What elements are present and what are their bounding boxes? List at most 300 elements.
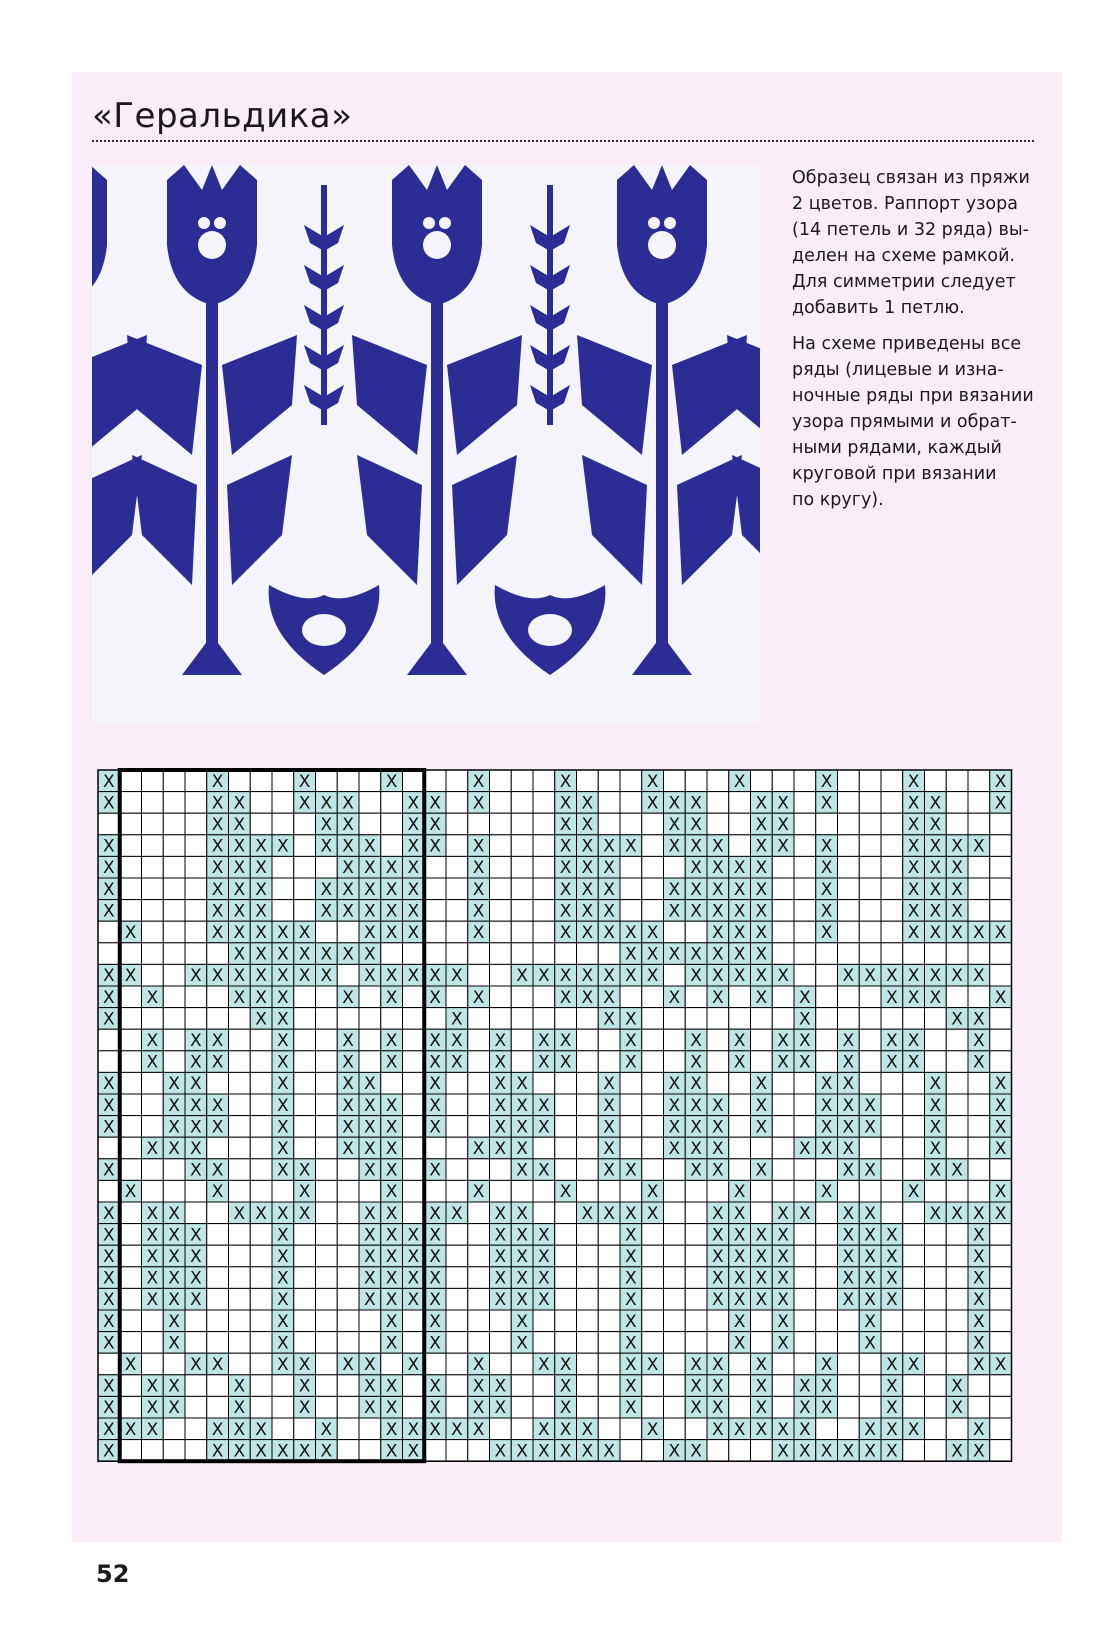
chart-cell <box>903 1267 925 1289</box>
chart-cell <box>751 770 773 792</box>
chart-symbol-x: X <box>146 1247 159 1267</box>
chart-symbol-x: X <box>233 815 246 835</box>
chart-cell <box>142 1310 164 1332</box>
chart-symbol-x: X <box>103 879 115 900</box>
chart-cell <box>685 1288 707 1310</box>
chart-symbol-x: X <box>581 793 594 814</box>
chart-cell <box>772 878 794 900</box>
chart-cell <box>838 921 860 943</box>
chart-cell <box>533 986 555 1008</box>
chart-cell <box>98 1180 120 1202</box>
chart-cell <box>468 1288 490 1310</box>
chart-cell <box>446 1288 468 1310</box>
chart-symbol-x: X <box>277 1009 289 1030</box>
chart-cell <box>207 1072 229 1094</box>
chart-symbol-x: X <box>886 1268 898 1289</box>
chart-cell <box>250 1332 272 1354</box>
chart-symbol-x: X <box>451 1052 463 1073</box>
chart-cell <box>272 1375 294 1397</box>
chart-cell <box>250 792 272 814</box>
chart-symbol-x: X <box>712 1376 724 1397</box>
chart-symbol-x: X <box>385 1139 398 1159</box>
chart-cell <box>685 1245 707 1267</box>
chart-cell <box>794 1245 816 1267</box>
chart-cell <box>555 1267 577 1289</box>
chart-cell <box>446 878 468 900</box>
chart-symbol-x: X <box>929 1203 942 1224</box>
tulip-head-spot <box>439 217 451 229</box>
chart-cell <box>925 1267 947 1289</box>
chart-cell <box>925 1396 947 1418</box>
chart-cell <box>337 1418 359 1440</box>
chart-cell <box>772 1180 794 1202</box>
chart-cell <box>511 835 533 857</box>
chart-symbol-x: X <box>951 901 963 922</box>
chart-symbol-x: X <box>755 1247 768 1267</box>
chart-cell <box>642 1310 664 1332</box>
chart-symbol-x: X <box>755 987 768 1008</box>
chart-cell <box>794 770 816 792</box>
chart-cell <box>120 1267 142 1289</box>
chart-cell <box>642 1029 664 1051</box>
chart-symbol-x: X <box>842 1117 855 1138</box>
chart-symbol-x: X <box>211 879 224 900</box>
chart-cell <box>533 856 555 878</box>
chart-cell <box>816 1267 838 1289</box>
chart-cell <box>794 900 816 922</box>
chart-symbol-x: X <box>864 1160 876 1181</box>
chart-symbol-x: X <box>429 1203 441 1224</box>
chart-symbol-x: X <box>820 1182 833 1203</box>
chart-symbol-x: X <box>255 987 267 1008</box>
chart-symbol-x: X <box>603 1441 615 1462</box>
chart-cell <box>685 1224 707 1246</box>
chart-symbol-x: X <box>755 1419 768 1440</box>
chart-cell <box>990 1375 1012 1397</box>
chart-cell <box>490 792 512 814</box>
chart-symbol-x: X <box>994 1182 1007 1203</box>
chart-cell <box>316 1008 338 1030</box>
chart-cell <box>250 813 272 835</box>
chart-symbol-x: X <box>559 858 572 879</box>
chart-symbol-x: X <box>646 1355 659 1375</box>
chart-cell <box>968 1180 990 1202</box>
chart-cell <box>207 1310 229 1332</box>
chart-cell <box>250 770 272 792</box>
chart-cell <box>337 1267 359 1289</box>
chart-symbol-x: X <box>407 1355 420 1375</box>
chart-symbol-x: X <box>929 1160 942 1181</box>
chart-symbol-x: X <box>277 987 289 1008</box>
chart-cell <box>903 1202 925 1224</box>
tulip-head-spot <box>214 217 226 229</box>
chart-cell <box>968 943 990 965</box>
chart-cell <box>838 878 860 900</box>
chart-symbol-x: X <box>712 923 724 943</box>
chart-cell <box>990 1029 1012 1051</box>
chart-cell <box>250 1137 272 1159</box>
chart-cell <box>337 770 359 792</box>
chart-cell <box>316 1029 338 1051</box>
chart-cell <box>577 1072 599 1094</box>
chart-cell <box>533 813 555 835</box>
chart-symbol-x: X <box>777 1247 789 1267</box>
chart-cell <box>229 1332 251 1354</box>
chart-symbol-x: X <box>255 879 267 900</box>
chart-symbol-x: X <box>733 1419 746 1440</box>
chart-cell <box>816 1224 838 1246</box>
chart-symbol-x: X <box>429 1031 441 1051</box>
chart-symbol-x: X <box>755 815 768 835</box>
chart-symbol-x: X <box>146 1268 159 1289</box>
chart-cell <box>163 1440 185 1462</box>
chart-symbol-x: X <box>777 1052 789 1073</box>
chart-cell <box>229 1180 251 1202</box>
chart-cell <box>337 1375 359 1397</box>
chart-symbol-x: X <box>842 1095 855 1116</box>
chart-symbol-x: X <box>603 1074 615 1095</box>
chart-cell <box>555 1116 577 1138</box>
chart-cell <box>185 1332 207 1354</box>
chart-cell <box>142 1072 164 1094</box>
chart-symbol-x: X <box>451 1203 463 1224</box>
chart-symbol-x: X <box>255 901 267 922</box>
chart-symbol-x: X <box>733 1268 746 1289</box>
chart-cell <box>185 1310 207 1332</box>
chart-cell <box>250 1029 272 1051</box>
chart-symbol-x: X <box>168 1376 180 1397</box>
chart-symbol-x: X <box>385 901 398 922</box>
chart-cell <box>381 1008 403 1030</box>
chart-symbol-x: X <box>211 1441 224 1462</box>
chart-symbol-x: X <box>190 1268 202 1289</box>
chart-symbol-x: X <box>255 944 267 965</box>
chart-symbol-x: X <box>103 1398 115 1419</box>
chart-cell <box>359 1180 381 1202</box>
chart-cell <box>424 856 446 878</box>
tulip-stem <box>206 300 218 660</box>
chart-cell <box>859 813 881 835</box>
chart-cell <box>120 1137 142 1159</box>
chart-symbol-x: X <box>842 1290 855 1311</box>
chart-cell <box>490 1310 512 1332</box>
chart-cell <box>229 1029 251 1051</box>
chart-cell <box>511 1008 533 1030</box>
chart-cell <box>120 1224 142 1246</box>
chart-symbol-x: X <box>320 815 333 835</box>
chart-symbol-x: X <box>712 1160 724 1181</box>
chart-cell <box>642 1375 664 1397</box>
chart-cell <box>925 1051 947 1073</box>
chart-cell <box>120 770 142 792</box>
chart-symbol-x: X <box>385 1398 398 1419</box>
description-paragraph-2: На схеме приведены все ряды (лицевые и изна- ночные ряды при вязании узора прямыми и обрат- ными рядами, каждый круговой при вязании по кругу). <box>792 334 1034 510</box>
chart-cell <box>903 1008 925 1030</box>
chart-cell <box>490 878 512 900</box>
chart-symbol-x: X <box>799 1052 811 1073</box>
chart-symbol-x: X <box>951 1160 963 1181</box>
chart-symbol-x: X <box>277 1268 289 1289</box>
chart-symbol-x: X <box>516 1333 528 1354</box>
chart-symbol-x: X <box>538 1247 550 1267</box>
chart-symbol-x: X <box>103 1160 115 1181</box>
chart-symbol-x: X <box>777 836 789 857</box>
chart-symbol-x: X <box>755 1376 768 1397</box>
chart-symbol-x: X <box>777 1203 789 1224</box>
chart-cell <box>490 1008 512 1030</box>
chart-symbol-x: X <box>233 987 246 1008</box>
chart-cell <box>403 1116 425 1138</box>
chart-symbol-x: X <box>429 1290 441 1311</box>
chart-symbol-x: X <box>472 879 485 900</box>
chart-symbol-x: X <box>103 1225 115 1246</box>
chart-cell <box>968 1375 990 1397</box>
chart-cell <box>359 1029 381 1051</box>
chart-cell <box>881 1332 903 1354</box>
chart-cell <box>772 1159 794 1181</box>
tulip-stem <box>656 300 668 660</box>
chart-cell <box>946 1418 968 1440</box>
chart-symbol-x: X <box>603 1117 615 1138</box>
chart-symbol-x: X <box>907 815 920 835</box>
chart-cell <box>990 964 1012 986</box>
chart-cell <box>424 1008 446 1030</box>
chart-symbol-x: X <box>581 966 594 987</box>
chart-symbol-x: X <box>277 1333 289 1354</box>
chart-symbol-x: X <box>364 1290 376 1311</box>
chart-cell <box>142 1008 164 1030</box>
chart-cell <box>533 900 555 922</box>
chart-symbol-x: X <box>951 1376 963 1397</box>
chart-cell <box>751 1051 773 1073</box>
chart-symbol-x: X <box>603 1160 615 1181</box>
chart-symbol-x: X <box>755 944 768 965</box>
chart-symbol-x: X <box>385 1182 398 1203</box>
chart-cell <box>294 878 316 900</box>
chart-cell <box>685 1332 707 1354</box>
chart-cell <box>424 1180 446 1202</box>
chart-symbol-x: X <box>124 1419 137 1440</box>
chart-symbol-x: X <box>103 1095 115 1116</box>
chart-cell <box>664 1396 686 1418</box>
chart-cell <box>337 1245 359 1267</box>
chart-cell <box>446 1094 468 1116</box>
chart-cell <box>229 1245 251 1267</box>
chart-cell <box>120 1310 142 1332</box>
chart-cell <box>163 1008 185 1030</box>
chart-cell <box>881 770 903 792</box>
chart-symbol-x: X <box>625 1268 637 1289</box>
chart-cell <box>424 1353 446 1375</box>
chart-symbol-x: X <box>168 1117 180 1138</box>
chart-symbol-x: X <box>516 1268 528 1289</box>
chart-symbol-x: X <box>842 1203 855 1224</box>
chart-cell <box>946 1094 968 1116</box>
chart-symbol-x: X <box>168 1398 180 1419</box>
chart-cell <box>968 1072 990 1094</box>
chart-cell <box>990 900 1012 922</box>
chart-symbol-x: X <box>690 1441 702 1462</box>
chart-symbol-x: X <box>733 858 746 879</box>
chart-symbol-x: X <box>277 1095 289 1116</box>
chart-cell <box>250 1267 272 1289</box>
chart-symbol-x: X <box>603 1009 615 1030</box>
chart-symbol-x: X <box>864 1419 876 1440</box>
chart-cell <box>794 856 816 878</box>
chart-symbol-x: X <box>233 944 246 965</box>
chart-cell <box>577 1332 599 1354</box>
chart-symbol-x: X <box>559 1355 572 1375</box>
page-title: «Геральдика» <box>92 96 353 136</box>
chart-symbol-x: X <box>777 1311 789 1332</box>
chart-cell <box>120 1288 142 1310</box>
chart-cell <box>903 1094 925 1116</box>
chart-symbol-x: X <box>820 923 833 943</box>
chart-cell <box>403 1094 425 1116</box>
chart-cell <box>881 943 903 965</box>
chart-cell <box>446 1440 468 1462</box>
chart-symbol-x: X <box>494 1441 507 1462</box>
chart-symbol-x: X <box>864 1225 876 1246</box>
chart-cell <box>990 1310 1012 1332</box>
chart-symbol-x: X <box>168 1225 180 1246</box>
chart-symbol-x: X <box>820 771 833 792</box>
chart-cell <box>881 792 903 814</box>
chart-cell <box>664 964 686 986</box>
chart-cell <box>229 1008 251 1030</box>
chart-cell <box>903 1288 925 1310</box>
chart-cell <box>294 1267 316 1289</box>
chart-cell <box>707 792 729 814</box>
chart-cell <box>185 856 207 878</box>
chart-symbol-x: X <box>712 1419 724 1440</box>
chart-cell <box>163 1180 185 1202</box>
chart-symbol-x: X <box>320 836 333 857</box>
chart-symbol-x: X <box>538 1290 550 1311</box>
chart-cell <box>859 792 881 814</box>
chart-cell <box>946 1072 968 1094</box>
chart-symbol-x: X <box>298 771 311 792</box>
chart-symbol-x: X <box>646 793 659 814</box>
chart-cell <box>620 813 642 835</box>
chart-symbol-x: X <box>146 1031 159 1051</box>
chart-symbol-x: X <box>864 1441 876 1462</box>
chart-cell <box>142 943 164 965</box>
chart-cell <box>533 1137 555 1159</box>
chart-cell <box>533 792 555 814</box>
chart-symbol-x: X <box>907 1031 920 1051</box>
chart-cell <box>946 1332 968 1354</box>
chart-symbol-x: X <box>842 1225 855 1246</box>
chart-symbol-x: X <box>559 771 572 792</box>
chart-symbol-x: X <box>516 1311 528 1332</box>
chart-cell <box>577 1116 599 1138</box>
chart-symbol-x: X <box>494 1117 507 1138</box>
chart-symbol-x: X <box>385 1441 398 1462</box>
chart-symbol-x: X <box>320 966 333 987</box>
chart-cell <box>707 770 729 792</box>
chart-symbol-x: X <box>886 1355 898 1375</box>
chart-symbol-x: X <box>429 1247 441 1267</box>
chart-cell <box>511 770 533 792</box>
chart-symbol-x: X <box>929 987 942 1008</box>
chart-symbol-x: X <box>233 1419 246 1440</box>
chart-cell <box>946 1137 968 1159</box>
chart-cell <box>142 1440 164 1462</box>
chart-symbol-x: X <box>690 1398 702 1419</box>
chart-symbol-x: X <box>973 1311 985 1332</box>
chart-cell <box>446 792 468 814</box>
chart-symbol-x: X <box>103 1441 115 1462</box>
chart-symbol-x: X <box>320 793 333 814</box>
chart-cell <box>859 986 881 1008</box>
chart-cell <box>250 1396 272 1418</box>
chart-cell <box>294 1288 316 1310</box>
chart-cell <box>685 1310 707 1332</box>
chart-cell <box>316 1159 338 1181</box>
chart-cell <box>925 1180 947 1202</box>
chart-cell <box>403 943 425 965</box>
chart-symbol-x: X <box>777 1031 789 1051</box>
chart-cell <box>207 1008 229 1030</box>
chart-cell <box>337 1440 359 1462</box>
chart-cell <box>403 1159 425 1181</box>
chart-symbol-x: X <box>733 1311 746 1332</box>
chart-cell <box>403 1375 425 1397</box>
chart-cell <box>794 1180 816 1202</box>
chart-cell <box>359 1418 381 1440</box>
chart-symbol-x: X <box>298 1376 311 1397</box>
chart-cell <box>316 1137 338 1159</box>
chart-cell <box>272 856 294 878</box>
chart-symbol-x: X <box>973 1203 985 1224</box>
chart-cell <box>664 1159 686 1181</box>
chart-symbol-x: X <box>581 879 594 900</box>
chart-symbol-x: X <box>255 1419 267 1440</box>
chart-cell <box>598 770 620 792</box>
chart-symbol-x: X <box>929 901 942 922</box>
chart-symbol-x: X <box>451 1031 463 1051</box>
chart-symbol-x: X <box>211 1117 224 1138</box>
chart-symbol-x: X <box>277 1074 289 1095</box>
chart-symbol-x: X <box>799 1419 811 1440</box>
chart-cell <box>881 1310 903 1332</box>
chart-symbol-x: X <box>364 1355 376 1375</box>
chart-symbol-x: X <box>103 1203 115 1224</box>
chart-symbol-x: X <box>646 966 659 987</box>
chart-symbol-x: X <box>385 1095 398 1116</box>
chart-symbol-x: X <box>625 1031 637 1051</box>
chart-cell <box>511 1180 533 1202</box>
chart-cell <box>598 943 620 965</box>
chart-symbol-x: X <box>603 1095 615 1116</box>
chart-cell <box>468 813 490 835</box>
chart-symbol-x: X <box>385 987 398 1008</box>
chart-symbol-x: X <box>233 923 246 943</box>
chart-symbol-x: X <box>842 1160 855 1181</box>
chart-symbol-x: X <box>625 1203 637 1224</box>
chart-cell <box>250 1051 272 1073</box>
chart-symbol-x: X <box>929 1117 942 1138</box>
chart-cell <box>468 943 490 965</box>
chart-cell <box>185 1440 207 1462</box>
chart-cell <box>511 921 533 943</box>
chart-cell <box>98 943 120 965</box>
chart-symbol-x: X <box>146 1290 159 1311</box>
chart-cell <box>98 921 120 943</box>
chart-cell <box>946 1051 968 1073</box>
chart-cell <box>816 1310 838 1332</box>
